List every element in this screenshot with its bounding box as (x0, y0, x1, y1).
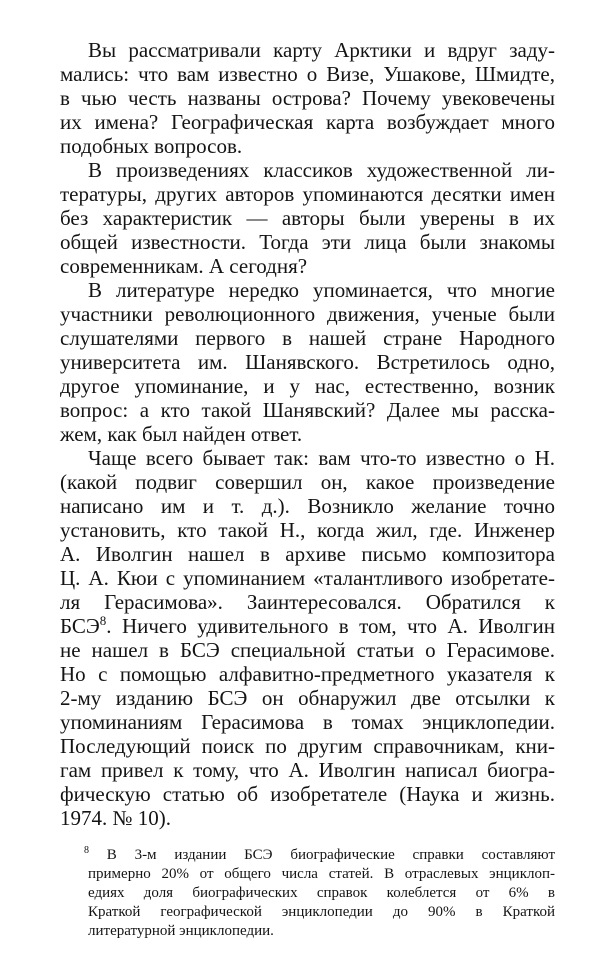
footnote-reference: 8 (99, 613, 107, 628)
text-line: Последующий поиск по другим справочникам, кни- (60, 734, 555, 758)
text-line: установить, кто такой Н., когда жил, где. Инженер (60, 518, 555, 542)
text-line: Вы рассматривали карту Арктики и вдруг заду- (88, 38, 555, 62)
text-line: участники революционного движения, ученые были (60, 302, 555, 326)
text-line: ля Герасимова». Заинтересовался. Обратился к (60, 590, 555, 614)
text-line: Чаще всего бывает так: вам что-то известно о Н. (88, 446, 555, 470)
footnote-line: едиях доля биографических справок колеблется от 6% в (88, 885, 555, 901)
text-line: А. Иволгин нашел в архиве письмо композитора (60, 542, 555, 566)
text-line: (какой подвиг совершил он, какое произведение (60, 470, 555, 494)
text-line: гам привел к тому, что А. Иволгин написал биогра- (60, 758, 555, 782)
footnote-line: литературной энциклопедии. (88, 923, 274, 939)
text-line: их имена? Географическая карта возбуждает много (60, 110, 555, 134)
footnote-line (84, 846, 555, 865)
text-line: мались: что вам известно о Визе, Ушакове, Шмидте, (60, 62, 555, 86)
text-line: другое упоминание, и у нас, естественно, возник (60, 374, 555, 398)
text-fragment: БСЭ (60, 614, 100, 638)
text-line: жем, как был найден ответ. (60, 422, 303, 446)
footnote-mark: 8 (84, 845, 89, 856)
text-line: подобных вопросов. (60, 134, 243, 158)
text-line: В литературе нередко упоминается, что многие (88, 278, 555, 302)
footnote-line: примерно 20% от общего числа статей. В отраслевых энциклоп- (88, 866, 555, 882)
footnote-line: Краткой географической энциклопедии до 90% в Краткой (88, 904, 555, 920)
text-fragment: . Ничего удивительного в том, что А. Иволгин (106, 614, 555, 638)
text-line: слушателями первого в нашей стране Народного (60, 326, 555, 350)
text-line: Ц. А. Кюи с упоминанием «талантливого изобретате- (60, 566, 555, 590)
text-line: вопрос: а кто такой Шанявский? Далее мы расска- (60, 398, 555, 422)
text-line: университета им. Шанявского. Встретилось одно, (60, 350, 555, 374)
text-line: 1974. № 10). (60, 806, 172, 830)
text-line: 2-му изданию БСЭ он обнаружил две отсылки к (60, 686, 555, 710)
text-line: Но с помощью алфавитно-предметного указателя к (60, 662, 555, 686)
text-line: фическую статью об изобретателе (Наука и жизнь. (60, 782, 555, 806)
text-line: современникам. А сегодня? (60, 254, 308, 278)
text-line: общей известности. Тогда эти лица были знакомы (60, 230, 555, 254)
text-line: тературы, других авторов упоминаются десятки имен (60, 182, 555, 206)
text-line: не нашел в БСЭ специальной статьи о Герасимове. (60, 638, 555, 662)
text-line: В произведениях классиков художественной ли- (88, 158, 555, 182)
text-line: упоминаниям Герасимова в томах энциклопедии. (60, 710, 555, 734)
text-fragment: В 3-м издании БСЭ биографические справки составляют (106, 847, 555, 863)
text-line: написано им и т. д.). Возникло желание точно (60, 494, 555, 518)
text-line: без характеристик — авторы были уверены в их (60, 206, 555, 230)
text-line-with-footnote-ref (60, 614, 555, 638)
text-line: в чью честь названы острова? Почему увековечены (60, 86, 555, 110)
